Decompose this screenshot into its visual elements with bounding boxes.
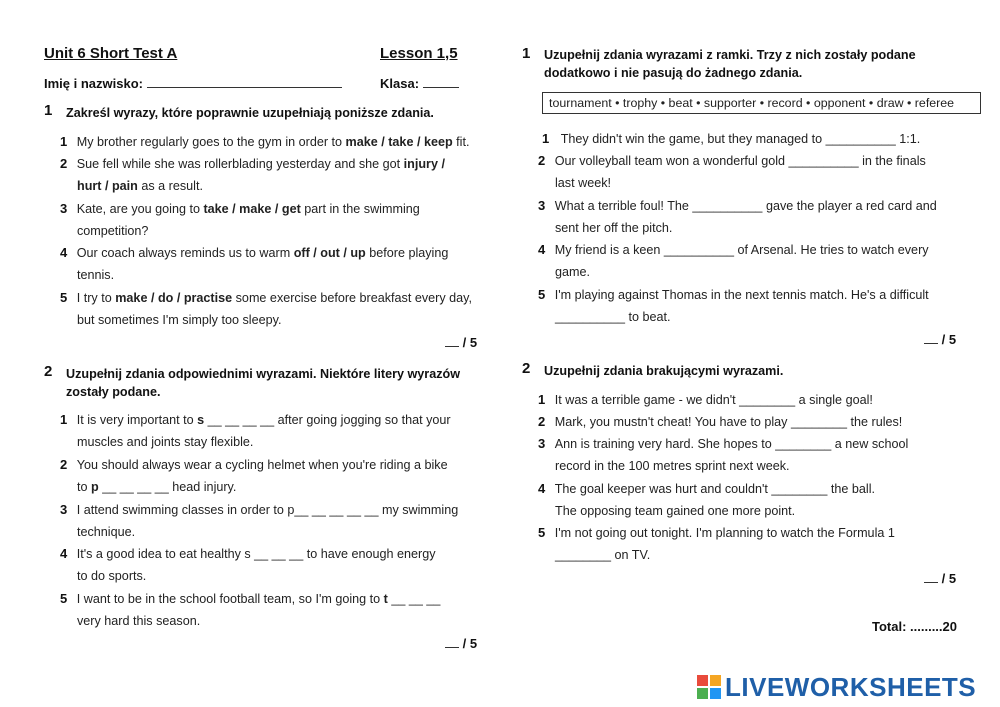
class-label: Klasa: bbox=[380, 76, 420, 91]
list-item-continuation: competition? bbox=[77, 224, 149, 238]
list-item-continuation: game. bbox=[555, 265, 591, 279]
score-blank[interactable] bbox=[445, 635, 459, 648]
section-3-instruction-cont: dodatkowo i nie pasują do żadnego zdania. bbox=[544, 66, 803, 80]
list-item-continuation: hurt / pain as a result. bbox=[77, 179, 203, 193]
section-2-instruction: Uzupełnij zdania odpowiednimi wyrazami. Niektóre litery wyrazów bbox=[66, 367, 460, 381]
word-choice[interactable]: injury / bbox=[403, 157, 445, 171]
section-2-score: / 5 bbox=[445, 635, 477, 651]
score-blank[interactable] bbox=[445, 334, 459, 347]
list-item-continuation: very hard this season. bbox=[77, 614, 201, 628]
right-column bbox=[500, 0, 1000, 707]
section-4-instruction: Uzupełnij zdania brakującymi wyrazami. bbox=[544, 364, 784, 378]
lesson-label: Lesson 1,5 bbox=[380, 45, 458, 62]
gap-sentence[interactable]: What a terrible foul! The __________ gave the player a red card and bbox=[554, 199, 937, 213]
word-choice[interactable]: make / do / practise bbox=[115, 291, 233, 305]
name-field bbox=[44, 75, 342, 91]
gap-sentence[interactable]: Ann is training very hard. She hopes to ________ a new school bbox=[554, 437, 909, 451]
list-item-continuation: last week! bbox=[555, 176, 611, 190]
list-item: 5 I want to be in the school football team, so I'm going to t __ __ __ bbox=[60, 591, 441, 606]
list-item: 4 Our coach always reminds us to warm off / out / up before playing bbox=[60, 245, 449, 260]
name-label: Imię i nazwisko: bbox=[44, 76, 143, 91]
list-item: 5 I try to make / do / practise some exercise before breakfast every day, bbox=[60, 290, 472, 305]
list-item: 3 Kate, are you going to take / make / get part in the swimming bbox=[60, 201, 420, 216]
section-1-score: / 5 bbox=[445, 334, 477, 350]
list-item: 2 You should always wear a cycling helmet when you're riding a bike bbox=[60, 457, 448, 472]
letter-gaps[interactable]: I attend swimming classes in order to p__ __ __ __ __ my swimming bbox=[76, 503, 459, 517]
name-blank[interactable] bbox=[147, 75, 342, 88]
word-box: tournament • trophy • beat • supporter • record • opponent • draw • referee bbox=[542, 92, 981, 114]
gap-sentence[interactable]: They didn't win the game, but they managed to __________ 1:1. bbox=[560, 132, 921, 146]
logo-text: LIVEWORKSHEETS bbox=[725, 672, 977, 702]
list-item: 3 What a terrible foul! The __________ gave the player a red card and bbox=[538, 198, 937, 213]
section-3-number: 1 bbox=[522, 45, 531, 62]
section-3-instruction: Uzupełnij zdania wyrazami z ramki. Trzy z nich zostały podane bbox=[544, 48, 916, 62]
list-item-continuation: sent her off the pitch. bbox=[555, 221, 673, 235]
list-item: 4 The goal keeper was hurt and couldn't ________ the ball. bbox=[538, 481, 876, 496]
list-item: 1 They didn't win the game, but they managed to __________ 1:1. bbox=[542, 131, 921, 146]
gap-sentence[interactable]: Mark, you mustn't cheat! You have to play ________ the rules! bbox=[554, 415, 903, 429]
list-item: 5 I'm not going out tonight. I'm planning to watch the Formula 1 bbox=[538, 525, 895, 540]
list-item-continuation[interactable]: __________ to beat. bbox=[555, 310, 671, 324]
section-3-score: / 5 bbox=[924, 331, 956, 347]
liveworksheets-icon bbox=[697, 675, 721, 699]
letter-gaps[interactable]: It's a good idea to eat healthy s __ __ __ to have enough energy bbox=[76, 547, 436, 561]
word-choice[interactable]: off / out / up bbox=[293, 246, 366, 260]
page-title: Unit 6 Short Test A bbox=[44, 45, 178, 62]
letter-gaps[interactable]: __ __ __ __ head injury. bbox=[98, 480, 237, 494]
gap-sentence[interactable]: My friend is a keen __________ of Arsenal. He tries to watch every bbox=[554, 243, 929, 257]
list-item-continuation: muscles and joints stay flexible. bbox=[77, 435, 254, 449]
word-choice[interactable]: hurt / pain bbox=[77, 179, 138, 193]
letter-gaps[interactable]: __ __ __ bbox=[387, 592, 441, 606]
total-score: Total: .........20 bbox=[872, 619, 957, 634]
list-item-continuation: record in the 100 metres sprint next week. bbox=[555, 459, 790, 473]
list-item: 2 Mark, you mustn't cheat! You have to play ________ the rules! bbox=[538, 414, 903, 429]
list-item: 2 Sue fell while she was rollerblading yesterday and she got injury / bbox=[60, 156, 445, 171]
list-item: 3 I attend swimming classes in order to p__ __ __ __ __ my swimming bbox=[60, 502, 459, 517]
list-item-continuation: to p __ __ __ __ head injury. bbox=[77, 480, 237, 494]
score-blank[interactable] bbox=[924, 570, 938, 583]
word-choice[interactable]: take / make / get bbox=[203, 202, 301, 216]
section-1-number: 1 bbox=[44, 102, 53, 119]
list-item-continuation[interactable]: ________ on TV. bbox=[555, 548, 651, 562]
class-field bbox=[380, 75, 459, 91]
list-item: 2 Our volleyball team won a wonderful gold __________ in the finals bbox=[538, 153, 926, 168]
section-4-number: 2 bbox=[522, 360, 531, 377]
letter-gaps[interactable]: __ __ __ __ after going jogging so that your bbox=[204, 413, 451, 427]
gap-sentence[interactable]: The goal keeper was hurt and couldn't ________ the ball. bbox=[554, 482, 876, 496]
gap-sentence[interactable]: Our volleyball team won a wonderful gold __________ in the finals bbox=[554, 154, 926, 168]
word-choice[interactable]: make / take / keep bbox=[345, 135, 453, 149]
gap-sentence[interactable]: It was a terrible game - we didn't ________ a single goal! bbox=[554, 393, 873, 407]
score-blank[interactable] bbox=[924, 331, 938, 344]
list-item: 4 My friend is a keen __________ of Arsenal. He tries to watch every bbox=[538, 242, 929, 257]
section-1-instruction: Zakreśl wyrazy, które poprawnie uzupełniają poniższe zdania. bbox=[66, 106, 434, 120]
list-item: 5 I'm playing against Thomas in the next tennis match. He's a difficult bbox=[538, 287, 929, 302]
section-2-number: 2 bbox=[44, 363, 53, 380]
list-item: 3 Ann is training very hard. She hopes to ________ a new school bbox=[538, 436, 909, 451]
list-item-continuation: but sometimes I'm simply too sleepy. bbox=[77, 313, 282, 327]
section-4-score: / 5 bbox=[924, 570, 956, 586]
list-item-continuation: tennis. bbox=[77, 268, 115, 282]
list-item-continuation: to do sports. bbox=[77, 569, 147, 583]
list-item: 1 It was a terrible game - we didn't ________ a single goal! bbox=[538, 392, 873, 407]
list-item-continuation: The opposing team gained one more point. bbox=[555, 504, 796, 518]
list-item: 1 It is very important to s __ __ __ __ after going jogging so that your bbox=[60, 412, 451, 427]
list-item: 4 It's a good idea to eat healthy s __ __ __ to have enough energy bbox=[60, 546, 436, 561]
list-item-continuation: technique. bbox=[77, 525, 136, 539]
class-blank[interactable] bbox=[423, 75, 459, 88]
list-item: 1 My brother regularly goes to the gym in order to make / take / keep fit. bbox=[60, 134, 470, 149]
section-2-instruction-cont: zostały podane. bbox=[66, 385, 161, 399]
